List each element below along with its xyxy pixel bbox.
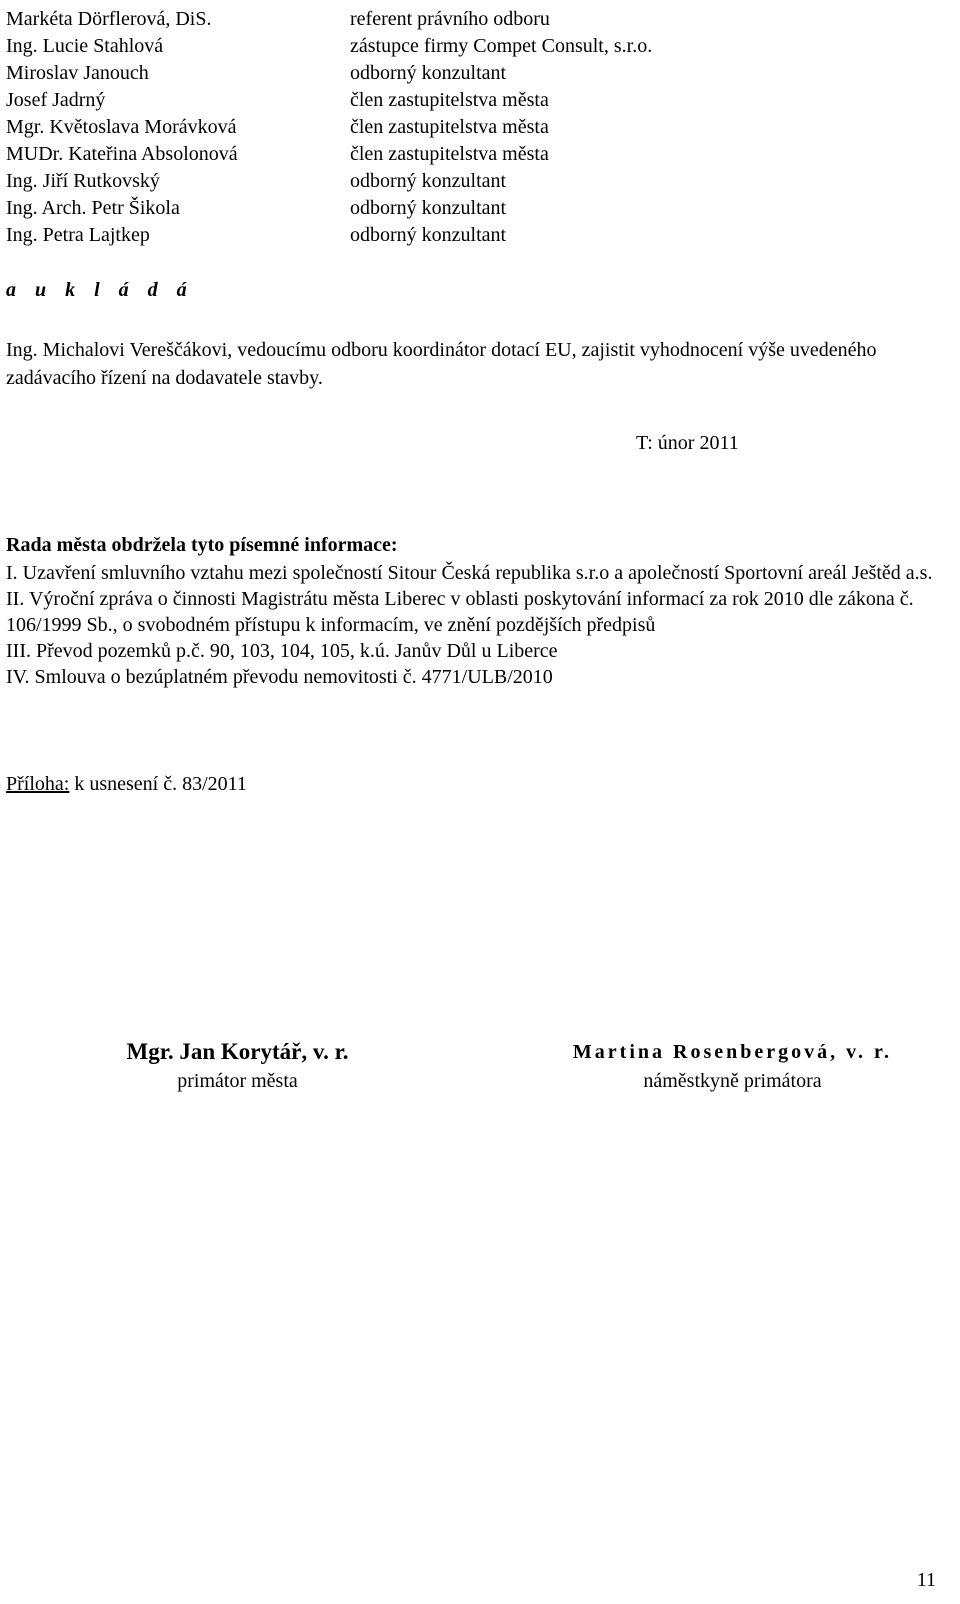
member-name: Ing. Petra Lajtkep bbox=[6, 224, 150, 246]
resolution-heading: a u k l á d á bbox=[6, 279, 194, 301]
information-heading: Rada města obdržela tyto písemné informace: bbox=[6, 534, 398, 556]
member-row bbox=[0, 33, 960, 60]
member-row bbox=[0, 60, 960, 87]
attachment-note bbox=[6, 771, 247, 797]
signature-block-mayor bbox=[100, 1036, 375, 1094]
member-name: Ing. Jiří Rutkovský bbox=[6, 170, 160, 192]
member-row bbox=[0, 222, 960, 249]
member-role: člen zastupitelstva města bbox=[350, 116, 549, 138]
information-item: I. Uzavření smluvního vztahu mezi společností Sitour Česká republika s.r.o a apolečností Sportovní areál Ještěd a.s. bbox=[6, 562, 933, 584]
member-row bbox=[0, 195, 960, 222]
signatory-role: náměstkyně primátora bbox=[643, 1070, 822, 1092]
information-item: IV. Smlouva o bezúplatném převodu nemovitosti č. 4771/ULB/2010 bbox=[6, 666, 553, 688]
member-name: Mgr. Květoslava Morávková bbox=[6, 116, 237, 138]
member-role: odborný konzultant bbox=[350, 170, 507, 192]
member-row bbox=[0, 6, 960, 33]
member-role: odborný konzultant bbox=[350, 62, 507, 84]
member-role: zástupce firmy Compet Consult, s.r.o. bbox=[350, 35, 653, 57]
member-role: referent právního odboru bbox=[350, 8, 550, 30]
member-name: Miroslav Janouch bbox=[6, 62, 149, 84]
information-item: II. Výroční zpráva o činnosti Magistrátu města Liberec v oblasti poskytování informací za rok 2010 dle zákona č. 106/1999 Sb., o svobodném přístupu k informacím, ve znění pozdějších předpisů bbox=[6, 588, 914, 636]
member-name: Markéta Dörflerová, DiS. bbox=[6, 8, 212, 30]
attachment-label: Příloha: bbox=[6, 773, 70, 795]
member-role: člen zastupitelstva města bbox=[350, 89, 549, 111]
signatory-role: primátor města bbox=[177, 1070, 298, 1092]
member-name: Ing. Lucie Stahlová bbox=[6, 35, 164, 57]
member-role: odborný konzultant bbox=[350, 224, 507, 246]
member-row bbox=[0, 114, 960, 141]
signatory-name: Martina Rosenbergová, v. r. bbox=[572, 1041, 893, 1063]
information-list bbox=[6, 560, 941, 690]
deadline: T: únor 2011 bbox=[636, 432, 739, 454]
signatory-name: Mgr. Jan Korytář, v. r. bbox=[126, 1039, 349, 1064]
member-name: Ing. Arch. Petr Šikola bbox=[6, 197, 180, 219]
signature-block-deputy bbox=[560, 1036, 905, 1094]
attachment-text: k usnesení č. 83/2011 bbox=[69, 773, 247, 795]
member-row bbox=[0, 87, 960, 114]
member-role: člen zastupitelstva města bbox=[350, 143, 549, 165]
member-name: Josef Jadrný bbox=[6, 89, 106, 111]
member-row bbox=[0, 168, 960, 195]
member-row bbox=[0, 141, 960, 168]
information-item: III. Převod pozemků p.č. 90, 103, 104, 105, k.ú. Janův Důl u Liberce bbox=[6, 640, 558, 662]
member-role: odborný konzultant bbox=[350, 197, 507, 219]
member-name: MUDr. Kateřina Absolonová bbox=[6, 143, 238, 165]
page-number: 11 bbox=[916, 1569, 936, 1591]
task-paragraph: Ing. Michalovi Vereščákovi, vedoucímu odboru koordinátor dotací EU, zajistit vyhodnocení výše uvedeného zadávacího řízení na dodavatele stavby. bbox=[6, 339, 877, 389]
